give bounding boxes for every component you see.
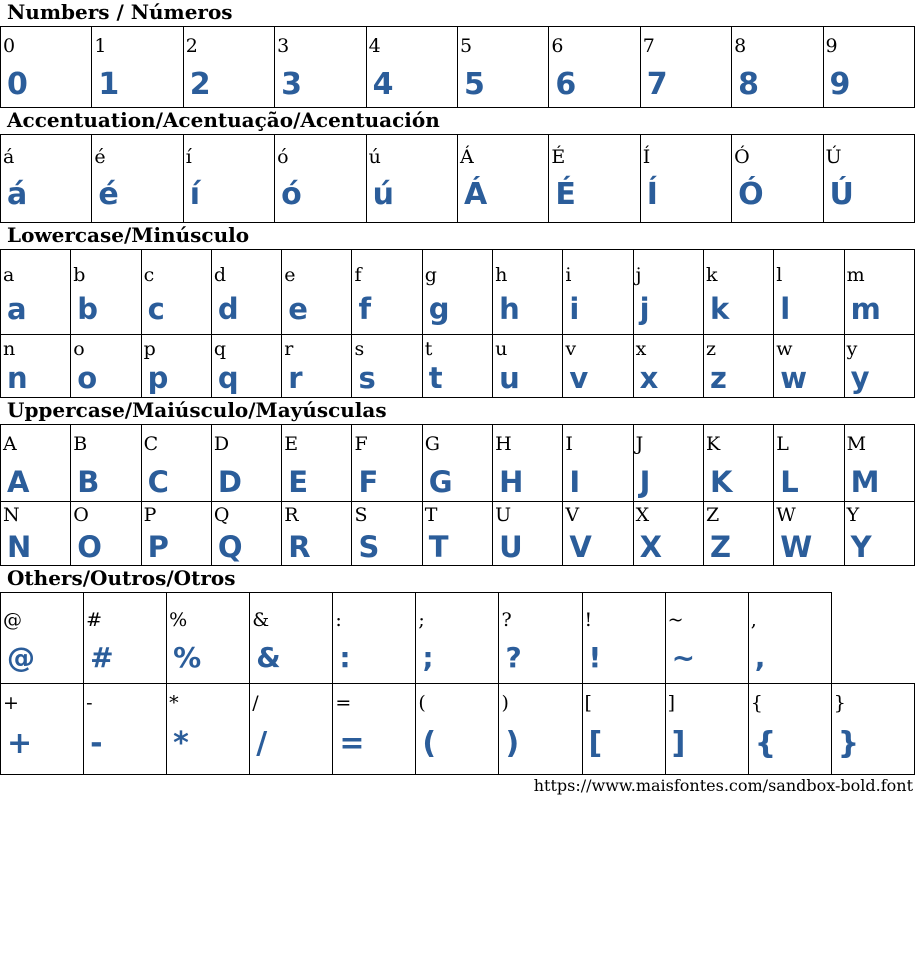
glyph-label: G bbox=[424, 433, 440, 455]
glyph-sample: I bbox=[569, 465, 581, 499]
glyph-cell bbox=[416, 684, 499, 775]
glyph-label: Q bbox=[213, 504, 230, 526]
glyph-sample: 4 bbox=[372, 67, 394, 102]
glyph-label: : bbox=[335, 609, 342, 631]
glyph-cell bbox=[563, 502, 633, 566]
glyph-cell bbox=[84, 593, 167, 684]
glyph-sample: E bbox=[288, 465, 308, 499]
glyph-label: m bbox=[846, 264, 865, 286]
glyph-sample: - bbox=[90, 726, 103, 761]
glyph-label: t bbox=[424, 338, 433, 360]
glyph-sample: ; bbox=[422, 641, 434, 674]
glyph-row bbox=[1, 335, 915, 398]
glyph-label: - bbox=[86, 692, 93, 714]
glyph-cell bbox=[1, 335, 71, 398]
glyph-cell bbox=[183, 135, 274, 223]
glyph-cell bbox=[141, 335, 211, 398]
glyph-cell bbox=[499, 593, 582, 684]
glyph-label: g bbox=[424, 264, 437, 286]
glyph-cell bbox=[732, 135, 823, 223]
glyph-sample: í bbox=[189, 177, 201, 212]
glyph-label: ~ bbox=[667, 609, 684, 631]
glyph-sample: o bbox=[77, 361, 98, 395]
glyph-cell bbox=[282, 425, 352, 502]
glyph-cell bbox=[167, 684, 250, 775]
glyph-table bbox=[0, 249, 915, 398]
glyph-label: h bbox=[495, 264, 508, 286]
glyph-sample: c bbox=[147, 292, 165, 326]
glyph-sample: f bbox=[358, 292, 372, 326]
glyph-cell bbox=[748, 593, 831, 684]
glyph-sample: i bbox=[569, 292, 580, 326]
glyph-label: w bbox=[776, 338, 793, 360]
glyph-label: 0 bbox=[3, 35, 16, 57]
glyph-cell bbox=[92, 27, 183, 108]
glyph-sample: Ó bbox=[738, 177, 764, 212]
glyph-cell bbox=[352, 250, 422, 335]
glyph-sample: = bbox=[339, 726, 365, 761]
glyph-label: R bbox=[284, 504, 299, 526]
glyph-label: H bbox=[495, 433, 512, 455]
glyph-cell bbox=[665, 684, 748, 775]
glyph-label: Ú bbox=[825, 146, 842, 168]
glyph-sample: { bbox=[754, 726, 777, 761]
glyph-sample: C bbox=[147, 465, 169, 499]
glyph-cell bbox=[1, 425, 71, 502]
glyph-sample: 7 bbox=[646, 67, 668, 102]
glyph-sample: l bbox=[780, 292, 791, 326]
glyph-cell bbox=[823, 27, 914, 108]
glyph-sample: Q bbox=[217, 530, 243, 564]
glyph-cell bbox=[333, 684, 416, 775]
glyph-cell bbox=[582, 684, 665, 775]
glyph-cell bbox=[1, 502, 71, 566]
glyph-sample: N bbox=[7, 530, 32, 564]
glyph-label: n bbox=[3, 338, 16, 360]
glyph-label: % bbox=[169, 609, 188, 631]
glyph-label: [ bbox=[584, 692, 592, 714]
glyph-sample: t bbox=[428, 361, 443, 395]
glyph-label: 1 bbox=[94, 35, 107, 57]
glyph-cell bbox=[640, 27, 731, 108]
glyph-label: + bbox=[3, 692, 19, 714]
glyph-label: { bbox=[750, 692, 763, 714]
glyph-sample: * bbox=[173, 726, 189, 761]
glyph-label: f bbox=[354, 264, 362, 286]
glyph-cell bbox=[211, 335, 281, 398]
glyph-label: ? bbox=[501, 609, 512, 631]
glyph-cell bbox=[633, 250, 703, 335]
glyph-sample: Ú bbox=[829, 177, 854, 212]
glyph-cell bbox=[71, 250, 141, 335]
glyph-sample: z bbox=[709, 361, 727, 395]
glyph-sample: J bbox=[639, 465, 651, 499]
glyph-label: 8 bbox=[734, 35, 747, 57]
glyph-sample: 8 bbox=[738, 67, 759, 102]
section-title-uppercase: Uppercase/Maiúsculo/Mayúsculas bbox=[7, 398, 387, 422]
glyph-label: c bbox=[143, 264, 155, 286]
glyph-sample: W bbox=[780, 530, 813, 564]
section-title-accentuation: Accentuation/Acentuação/Acentuación bbox=[7, 108, 440, 132]
glyph-cell bbox=[352, 425, 422, 502]
glyph-label: S bbox=[354, 504, 368, 526]
glyph-sample: / bbox=[256, 726, 268, 761]
glyph-cell bbox=[366, 27, 457, 108]
glyph-sample: , bbox=[754, 641, 766, 674]
glyph-label: y bbox=[846, 338, 858, 360]
glyph-sample: & bbox=[256, 641, 281, 674]
glyph-cell bbox=[211, 250, 281, 335]
glyph-sample: P bbox=[147, 530, 169, 564]
glyph-label: N bbox=[3, 504, 20, 526]
glyph-label: s bbox=[354, 338, 365, 360]
glyph-sample: w bbox=[780, 361, 808, 395]
glyph-label: 2 bbox=[185, 35, 198, 57]
glyph-sample: 9 bbox=[829, 67, 851, 102]
glyph-label: i bbox=[565, 264, 572, 286]
section-title-numbers: Numbers / Números bbox=[7, 0, 233, 24]
glyph-label: u bbox=[495, 338, 508, 360]
glyph-label: 7 bbox=[642, 35, 655, 57]
glyph-cell bbox=[1, 27, 92, 108]
glyph-sample: G bbox=[428, 465, 453, 499]
glyph-cell bbox=[1, 593, 84, 684]
glyph-label: U bbox=[495, 504, 512, 526]
glyph-sample: x bbox=[639, 361, 659, 395]
glyph-sample: s bbox=[358, 361, 376, 395]
glyph-label: / bbox=[252, 692, 259, 714]
glyph-cell bbox=[282, 335, 352, 398]
glyph-sample: d bbox=[217, 292, 239, 326]
glyph-label: Í bbox=[642, 146, 651, 168]
glyph-row bbox=[1, 684, 915, 775]
glyph-sample: V bbox=[569, 530, 592, 564]
glyph-cell bbox=[633, 502, 703, 566]
glyph-cell bbox=[563, 425, 633, 502]
glyph-label: x bbox=[635, 338, 647, 360]
glyph-cell bbox=[703, 335, 773, 398]
glyph-row bbox=[1, 502, 915, 566]
glyph-label: d bbox=[213, 264, 227, 286]
glyph-sample: 5 bbox=[463, 67, 485, 102]
glyph-cell bbox=[211, 502, 281, 566]
glyph-cell bbox=[333, 593, 416, 684]
glyph-sample: p bbox=[147, 361, 169, 395]
glyph-cell bbox=[141, 250, 211, 335]
glyph-row bbox=[1, 135, 915, 223]
glyph-sample: k bbox=[709, 292, 730, 326]
glyph-cell bbox=[167, 593, 250, 684]
glyph-cell bbox=[84, 684, 167, 775]
glyph-sample: ? bbox=[505, 641, 522, 674]
glyph-sample: ) bbox=[505, 726, 520, 761]
glyph-label: p bbox=[143, 338, 156, 360]
glyph-label: A bbox=[3, 433, 17, 455]
glyph-cell bbox=[633, 425, 703, 502]
glyph-cell bbox=[549, 27, 640, 108]
glyph-cell bbox=[352, 335, 422, 398]
glyph-sample: 0 bbox=[7, 67, 28, 102]
glyph-cell bbox=[352, 502, 422, 566]
glyph-row bbox=[1, 250, 915, 335]
glyph-label: Y bbox=[846, 504, 860, 526]
glyph-label: F bbox=[354, 433, 368, 455]
source-url[interactable]: https://www.maisfontes.com/sandbox-bold.font bbox=[533, 776, 913, 795]
glyph-label: B bbox=[73, 433, 88, 455]
glyph-cell bbox=[563, 250, 633, 335]
glyph-sample: } bbox=[837, 726, 860, 761]
glyph-label: # bbox=[86, 609, 102, 631]
glyph-sample: H bbox=[499, 465, 524, 499]
glyph-sample: ! bbox=[588, 641, 602, 674]
glyph-label: o bbox=[73, 338, 85, 360]
glyph-sample: # bbox=[90, 641, 114, 674]
glyph-label: P bbox=[143, 504, 157, 526]
glyph-cell bbox=[141, 502, 211, 566]
glyph-label: D bbox=[213, 433, 230, 455]
glyph-label: W bbox=[776, 504, 796, 526]
glyph-cell bbox=[422, 425, 492, 502]
glyph-sample: u bbox=[499, 361, 520, 395]
glyph-label: M bbox=[846, 433, 867, 455]
glyph-cell bbox=[774, 502, 844, 566]
glyph-label: X bbox=[635, 504, 650, 526]
glyph-sample: b bbox=[77, 292, 99, 326]
glyph-cell bbox=[748, 684, 831, 775]
glyph-cell bbox=[275, 135, 366, 223]
glyph-cell bbox=[844, 502, 914, 566]
glyph-sample: ( bbox=[422, 726, 437, 761]
glyph-cell bbox=[1, 250, 71, 335]
glyph-label: E bbox=[284, 433, 299, 455]
glyph-sample: m bbox=[850, 292, 881, 326]
glyph-cell bbox=[92, 135, 183, 223]
glyph-cell bbox=[774, 250, 844, 335]
glyph-sample: F bbox=[358, 465, 379, 499]
glyph-sample: : bbox=[339, 641, 351, 674]
glyph-row bbox=[1, 593, 915, 684]
glyph-label: v bbox=[565, 338, 577, 360]
glyph-cell bbox=[844, 335, 914, 398]
glyph-sample: @ bbox=[7, 641, 35, 674]
glyph-cell bbox=[493, 502, 563, 566]
glyph-cell bbox=[422, 335, 492, 398]
glyph-sample: e bbox=[288, 292, 308, 326]
glyph-label: j bbox=[635, 264, 642, 286]
glyph-sample: [ bbox=[588, 726, 603, 761]
glyph-sample: Z bbox=[709, 530, 731, 564]
glyph-cell bbox=[1, 684, 84, 775]
glyph-sample: Y bbox=[850, 530, 872, 564]
glyph-label: q bbox=[213, 338, 227, 360]
glyph-label: ) bbox=[501, 692, 509, 714]
glyph-cell bbox=[457, 135, 548, 223]
glyph-label: Z bbox=[705, 504, 720, 526]
glyph-label: r bbox=[284, 338, 294, 360]
glyph-cell bbox=[493, 425, 563, 502]
glyph-label: ú bbox=[368, 146, 381, 168]
glyph-label: = bbox=[335, 692, 352, 714]
glyph-label: a bbox=[3, 264, 15, 286]
glyph-sample: A bbox=[7, 465, 30, 499]
glyph-label: I bbox=[565, 433, 573, 455]
glyph-cell bbox=[250, 684, 333, 775]
glyph-sample: O bbox=[77, 530, 102, 564]
glyph-cell bbox=[282, 250, 352, 335]
glyph-cell bbox=[141, 425, 211, 502]
glyph-sample: q bbox=[217, 361, 239, 395]
glyph-label: 6 bbox=[551, 35, 564, 57]
glyph-cell bbox=[71, 425, 141, 502]
glyph-cell bbox=[366, 135, 457, 223]
glyph-label: Ó bbox=[734, 146, 750, 168]
glyph-label: é bbox=[94, 146, 106, 168]
glyph-cell bbox=[774, 335, 844, 398]
glyph-label: L bbox=[776, 433, 789, 455]
glyph-sample: g bbox=[428, 292, 450, 326]
glyph-cell bbox=[422, 502, 492, 566]
glyph-row bbox=[1, 27, 915, 108]
glyph-sample: X bbox=[639, 530, 663, 564]
glyph-label: K bbox=[705, 433, 721, 455]
glyph-table bbox=[0, 424, 915, 566]
glyph-sample: 3 bbox=[281, 67, 303, 102]
glyph-cell bbox=[633, 335, 703, 398]
glyph-label: 4 bbox=[368, 35, 381, 57]
glyph-sample: 1 bbox=[98, 67, 120, 102]
glyph-cell bbox=[1, 135, 92, 223]
section-title-lowercase: Lowercase/Minúsculo bbox=[7, 223, 250, 247]
glyph-cell bbox=[703, 425, 773, 502]
glyph-label: V bbox=[565, 504, 580, 526]
glyph-label: ó bbox=[277, 146, 289, 168]
glyph-label: O bbox=[73, 504, 89, 526]
glyph-cell bbox=[71, 335, 141, 398]
glyph-label: ] bbox=[667, 692, 676, 714]
glyph-cell bbox=[457, 27, 548, 108]
glyph-label: } bbox=[833, 692, 846, 714]
glyph-label: k bbox=[705, 264, 718, 286]
glyph-cell bbox=[549, 135, 640, 223]
glyph-label: b bbox=[73, 264, 86, 286]
glyph-cell bbox=[422, 250, 492, 335]
glyph-cell bbox=[71, 502, 141, 566]
glyph-cell bbox=[416, 593, 499, 684]
glyph-sample: 6 bbox=[555, 67, 577, 102]
glyph-sample: ] bbox=[671, 726, 686, 761]
glyph-sample: á bbox=[7, 177, 28, 212]
glyph-cell bbox=[844, 425, 914, 502]
glyph-cell bbox=[732, 27, 823, 108]
glyph-cell bbox=[665, 593, 748, 684]
glyph-cell bbox=[282, 502, 352, 566]
glyph-sample: É bbox=[555, 177, 576, 212]
glyph-cell bbox=[640, 135, 731, 223]
glyph-sample: D bbox=[217, 465, 242, 499]
glyph-cell bbox=[563, 335, 633, 398]
glyph-sample: r bbox=[288, 361, 303, 395]
glyph-sample: ú bbox=[372, 177, 394, 212]
glyph-cell bbox=[211, 425, 281, 502]
glyph-label: T bbox=[424, 504, 438, 526]
glyph-sample: B bbox=[77, 465, 100, 499]
glyph-label: C bbox=[143, 433, 159, 455]
glyph-label: * bbox=[169, 692, 179, 714]
glyph-label: É bbox=[551, 146, 566, 168]
glyph-sample: Í bbox=[646, 177, 658, 212]
glyph-sample: + bbox=[7, 726, 33, 761]
glyph-cell bbox=[493, 250, 563, 335]
glyph-sample: j bbox=[639, 292, 650, 326]
glyph-label: 5 bbox=[459, 35, 473, 57]
glyph-label: í bbox=[185, 146, 192, 168]
glyph-row bbox=[1, 425, 915, 502]
glyph-label: z bbox=[705, 338, 716, 360]
glyph-label: , bbox=[750, 609, 757, 631]
glyph-label: 3 bbox=[277, 35, 290, 57]
glyph-sample: % bbox=[173, 641, 202, 674]
glyph-cell bbox=[823, 135, 914, 223]
glyph-label: @ bbox=[3, 609, 22, 631]
glyph-cell bbox=[831, 684, 914, 775]
glyph-label: e bbox=[284, 264, 296, 286]
glyph-sample: S bbox=[358, 530, 380, 564]
glyph-sample: é bbox=[98, 177, 119, 212]
glyph-sample: h bbox=[499, 292, 520, 326]
glyph-cell bbox=[275, 27, 366, 108]
glyph-sample: 2 bbox=[189, 67, 211, 102]
glyph-sample: Á bbox=[463, 177, 488, 212]
glyph-label: á bbox=[3, 146, 15, 168]
glyph-sample: K bbox=[709, 465, 733, 499]
glyph-cell bbox=[582, 593, 665, 684]
glyph-sample: n bbox=[7, 361, 28, 395]
glyph-sample: v bbox=[569, 361, 589, 395]
glyph-label: & bbox=[252, 609, 270, 631]
glyph-sample: y bbox=[850, 361, 870, 395]
glyph-label: Á bbox=[459, 146, 474, 168]
glyph-label: ; bbox=[418, 609, 425, 631]
glyph-cell bbox=[183, 27, 274, 108]
glyph-cell bbox=[774, 425, 844, 502]
glyph-table bbox=[0, 592, 915, 775]
glyph-cell bbox=[703, 502, 773, 566]
glyph-sample: L bbox=[780, 465, 799, 499]
glyph-cell bbox=[703, 250, 773, 335]
glyph-label: ( bbox=[418, 692, 426, 714]
glyph-cell bbox=[493, 335, 563, 398]
glyph-sample: ó bbox=[281, 177, 302, 212]
glyph-cell bbox=[844, 250, 914, 335]
glyph-sample: T bbox=[428, 530, 449, 564]
glyph-sample: U bbox=[499, 530, 523, 564]
glyph-table bbox=[0, 134, 915, 223]
glyph-sample: ~ bbox=[671, 641, 696, 674]
glyph-label: 9 bbox=[825, 35, 838, 57]
glyph-sample: M bbox=[850, 465, 880, 499]
glyph-label: ! bbox=[584, 609, 593, 631]
glyph-label: l bbox=[776, 264, 783, 286]
glyph-sample: R bbox=[288, 530, 311, 564]
glyph-cell bbox=[250, 593, 333, 684]
glyph-sample: a bbox=[7, 292, 27, 326]
section-title-others: Others/Outros/Otros bbox=[7, 566, 236, 590]
glyph-table bbox=[0, 26, 915, 108]
glyph-label: J bbox=[635, 433, 644, 455]
glyph-cell bbox=[499, 684, 582, 775]
